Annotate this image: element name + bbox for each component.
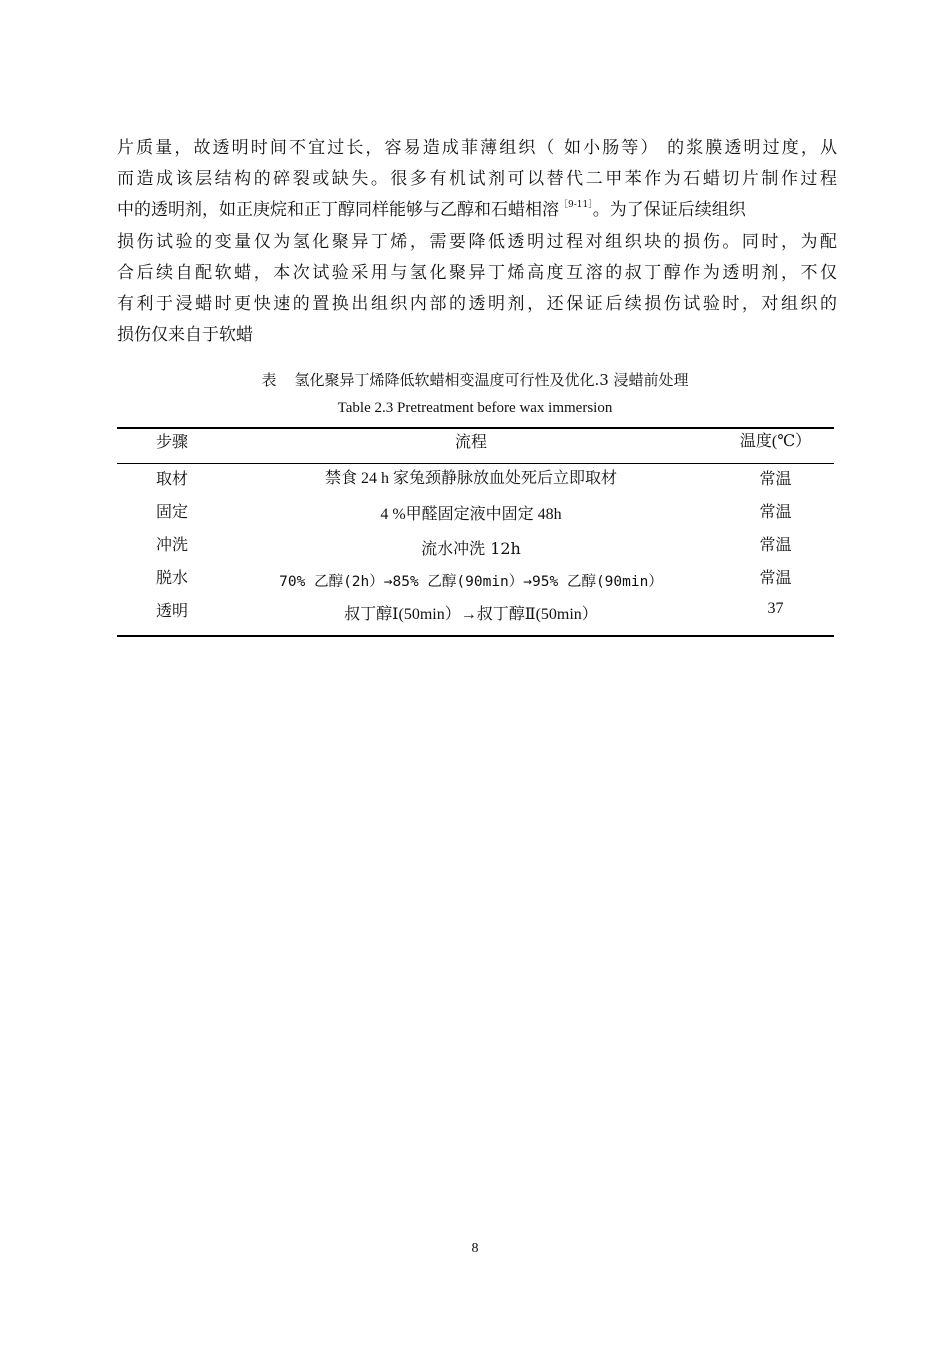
citation: ［9-11］ (559, 200, 593, 211)
body-line-text: 。为了保证后续组织 (592, 200, 746, 221)
page-number: 8 (471, 1241, 479, 1256)
body-line: 有利于浸蜡时更快速的置换出组织内部的透明剂，还保证后续损伤试验时，对组织的 (117, 293, 837, 314)
table-caption-en: Table 2.3 Pretreatment before wax immersion (337, 400, 613, 416)
table-header-rule (117, 463, 834, 464)
table-caption-cn (0, 369, 950, 390)
table-cell-step: 冲洗 (155, 535, 188, 554)
table-cell-step: 固定 (155, 502, 188, 521)
table-cell-temperature: 37 (767, 600, 784, 617)
body-line: 损伤仅来自于软蜡 (117, 325, 253, 346)
table-cell-process: 叔丁醇Ⅰ(50min）→叔丁醇Ⅱ(50min） (344, 606, 598, 623)
table-cell-step: 脱水 (155, 568, 188, 587)
body-line: 而造成该层结构的碎裂或缺失。很多有机试剂可以替代二甲苯作为石蜡切片制作过程 (117, 169, 837, 190)
table-cell-step: 透明 (155, 601, 188, 620)
header-process: 流程 (454, 432, 487, 451)
header-step: 步骤 (155, 432, 188, 451)
body-line: 片质量，故透明时间不宜过长，容易造成菲薄组织（ 如小肠等） 的浆膜透明过度，从 (117, 138, 837, 158)
table-cell-temperature: 常温 (759, 502, 792, 521)
body-line-with-citation (117, 195, 837, 226)
table-cell-temperature: 常温 (759, 535, 792, 554)
table-cell-process: 流水冲洗 12h (421, 539, 521, 558)
table-cell-temperature: 常温 (759, 568, 792, 587)
caption-prefix: 表 (261, 371, 277, 389)
body-line: 损伤试验的变量仅为氢化聚异丁烯，需要降低透明过程对组织块的损伤。同时，为配 (117, 231, 837, 252)
table-cell-step: 取材 (155, 469, 188, 488)
table-top-rule (117, 427, 834, 429)
table-cell-process: 禁食 24 h 家兔颈静脉放血处死后立即取材 (324, 470, 617, 487)
body-paragraph (117, 133, 837, 351)
table-cell-process: 70% 乙醇(2h）→85% 乙醇(90min）→95% 乙醇(90min） (279, 574, 663, 590)
table-cell-process: 4 %甲醛固定液中固定 48h (380, 506, 562, 523)
header-temperature: 温度(℃） (739, 433, 812, 450)
table-cell-temperature: 常温 (759, 469, 792, 488)
body-line: 合后续自配软蜡，本次试验采用与氢化聚异丁烯高度互溶的叔丁醇作为透明剂，不仅 (117, 262, 837, 283)
body-line-text: 中的透明剂，如正庚烷和正丁醇同样能够与乙醇和石蜡相溶 (117, 200, 559, 221)
table-bottom-rule (117, 635, 834, 637)
caption-title: 氢化聚异丁烯降低软蜡相变温度可行性及优化.3 浸蜡前处理 (294, 371, 689, 389)
